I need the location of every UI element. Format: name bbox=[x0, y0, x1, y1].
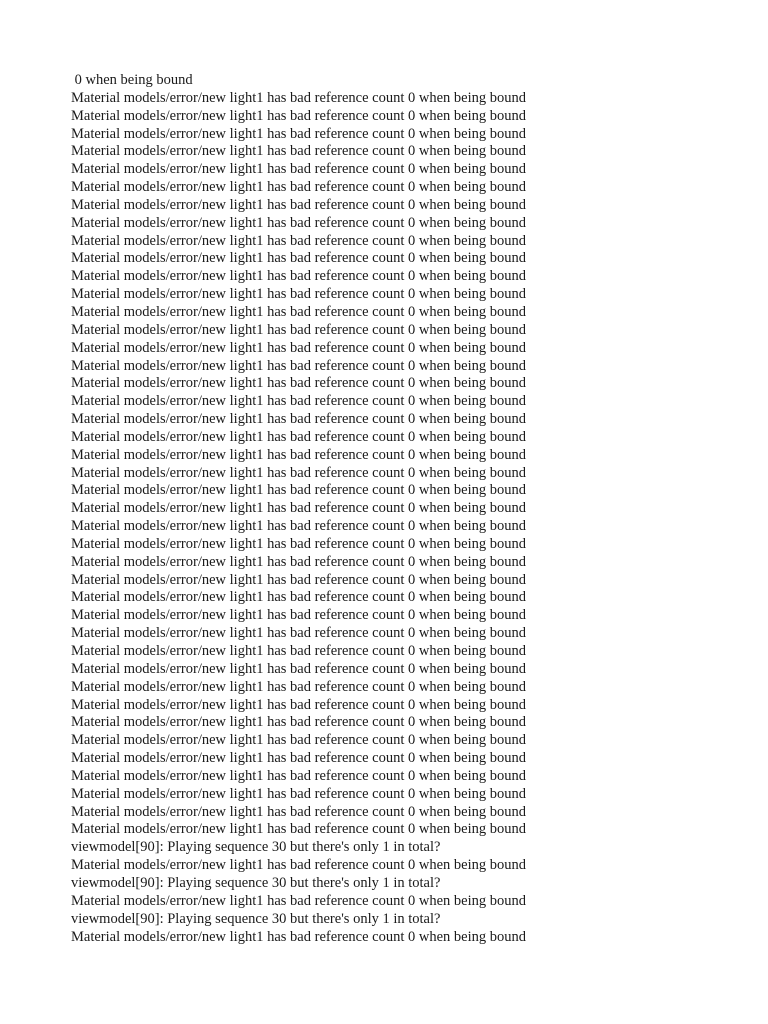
log-line: Material models/error/new light1 has bad reference count 0 when being bound bbox=[71, 89, 526, 106]
log-line: Material models/error/new light1 has bad reference count 0 when being bound bbox=[71, 678, 526, 695]
log-line: 0 when being bound bbox=[71, 72, 193, 88]
log-line: Material models/error/new light1 has bad reference count 0 when being bound bbox=[71, 428, 526, 445]
log-line: Material models/error/new light1 has bad reference count 0 when being bound bbox=[71, 393, 526, 410]
log-line: Material models/error/new light1 has bad reference count 0 when being bound bbox=[71, 125, 526, 142]
log-line: Material models/error/new light1 has bad reference count 0 when being bound bbox=[71, 464, 526, 481]
log-line: Material models/error/new light1 has bad reference count 0 when being bound bbox=[71, 232, 526, 249]
log-line: Material models/error/new light1 has bad reference count 0 when being bound bbox=[71, 107, 526, 124]
log-line: Material models/error/new light1 has bad reference count 0 when being bound bbox=[71, 250, 526, 267]
log-line: Material models/error/new light1 has bad reference count 0 when being bound bbox=[71, 643, 526, 659]
log-line: Material models/error/new light1 has bad reference count 0 when being bound bbox=[71, 357, 526, 374]
log-line: Material models/error/new light1 has bad reference count 0 when being bound bbox=[71, 785, 526, 802]
log-line: Material models/error/new light1 has bad reference count 0 when being bound bbox=[71, 303, 526, 320]
log-line: Material models/error/new light1 has bad reference count 0 when being bound bbox=[71, 767, 526, 784]
log-line: Material models/error/new light1 has bad reference count 0 when being bound bbox=[71, 321, 526, 338]
log-line: Material models/error/new light1 has bad reference count 0 when being bound bbox=[71, 518, 526, 535]
log-line: Material models/error/new light1 has bad reference count 0 when being bound bbox=[71, 803, 526, 820]
log-line: viewmodel[90]: Playing sequence 30 but there's only 1 in total? bbox=[71, 839, 441, 856]
log-line: Material models/error/new light1 has bad reference count 0 when being bound bbox=[71, 732, 526, 749]
log-line: Material models/error/new light1 has bad reference count 0 when being bound bbox=[71, 750, 526, 767]
log-line: Material models/error/new light1 has bad reference count 0 when being bound bbox=[71, 714, 526, 731]
log-line: Material models/error/new light1 has bad reference count 0 when being bound bbox=[71, 196, 526, 213]
log-line: Material models/error/new light1 has bad reference count 0 when being bound bbox=[71, 821, 526, 838]
log-line: Material models/error/new light1 has bad reference count 0 when being bound bbox=[71, 625, 526, 642]
log-line: Material models/error/new light1 has bad reference count 0 when being bound bbox=[71, 553, 526, 570]
log-line: Material models/error/new light1 has bad reference count 0 when being bound bbox=[71, 535, 526, 552]
log-line: Material models/error/new light1 has bad reference count 0 when being bound bbox=[71, 482, 526, 499]
log-line: Material models/error/new light1 has bad reference count 0 when being bound bbox=[71, 500, 526, 517]
log-line: Material models/error/new light1 has bad reference count 0 when being bound bbox=[71, 143, 526, 160]
log-line: Material models/error/new light1 has bad reference count 0 when being bound bbox=[71, 411, 526, 428]
log-line: Material models/error/new light1 has bad reference count 0 when being bound bbox=[71, 375, 526, 392]
log-line: Material models/error/new light1 has bad reference count 0 when being bound bbox=[71, 857, 526, 874]
log-line: Material models/error/new light1 has bad reference count 0 when being bound bbox=[71, 892, 526, 909]
log-line: Material models/error/new light1 has bad reference count 0 when being bound bbox=[71, 571, 526, 588]
log-line: Material models/error/new light1 has bad reference count 0 when being bound bbox=[71, 214, 526, 231]
log-line: Material models/error/new light1 has bad reference count 0 when being bound bbox=[71, 446, 526, 463]
log-line: Material models/error/new light1 has bad reference count 0 when being bound bbox=[71, 660, 526, 677]
log-line: Material models/error/new light1 has bad reference count 0 when being bound bbox=[71, 928, 526, 945]
log-line: Material models/error/new light1 has bad reference count 0 when being bound bbox=[71, 268, 526, 285]
log-line: viewmodel[90]: Playing sequence 30 but there's only 1 in total? bbox=[71, 874, 441, 891]
log-line: Material models/error/new light1 has bad reference count 0 when being bound bbox=[71, 607, 526, 624]
log-line: Material models/error/new light1 has bad reference count 0 when being bound bbox=[71, 161, 526, 178]
log-line: Material models/error/new light1 has bad reference count 0 when being bound bbox=[71, 339, 526, 356]
log-line: Material models/error/new light1 has bad reference count 0 when being bound bbox=[71, 696, 526, 713]
log-line: Material models/error/new light1 has bad reference count 0 when being bound bbox=[71, 589, 526, 606]
log-line: Material models/error/new light1 has bad reference count 0 when being bound bbox=[71, 286, 526, 303]
log-line: Material models/error/new light1 has bad reference count 0 when being bound bbox=[71, 179, 526, 196]
console-log bbox=[71, 72, 526, 946]
log-line: viewmodel[90]: Playing sequence 30 but there's only 1 in total? bbox=[71, 910, 441, 927]
